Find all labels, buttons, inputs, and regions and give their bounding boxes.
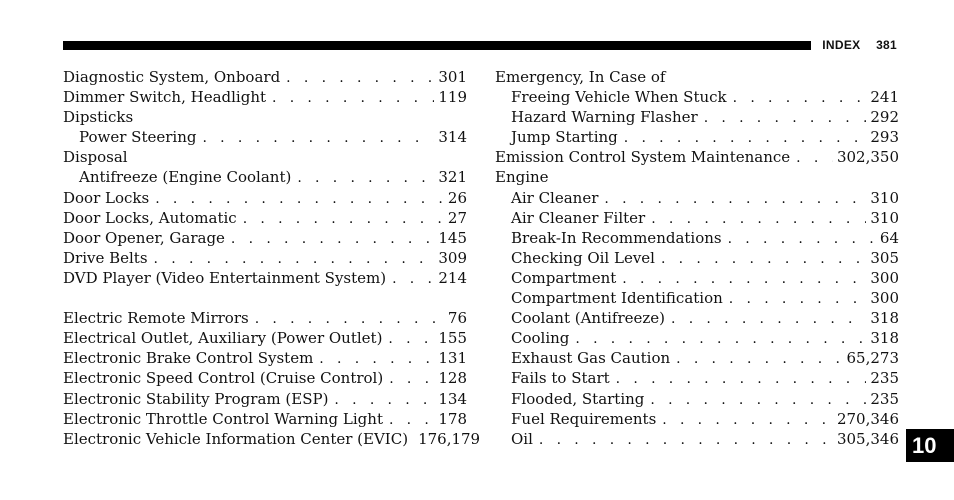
entry-pages: 318 bbox=[870, 329, 899, 348]
chapter-tab: 10 bbox=[906, 429, 954, 462]
index-entry bbox=[63, 188, 467, 208]
entry-pages: 314 bbox=[438, 128, 467, 147]
entry-pages: 310 bbox=[870, 188, 899, 207]
dot-leader bbox=[334, 390, 434, 410]
index-heading bbox=[63, 107, 467, 127]
index-subentry bbox=[63, 127, 467, 147]
index-heading bbox=[495, 167, 899, 187]
dot-leader bbox=[662, 410, 833, 430]
index-subentry bbox=[495, 87, 899, 107]
index-heading bbox=[495, 67, 899, 87]
index-column-left bbox=[63, 67, 481, 449]
section-title: INDEX bbox=[822, 38, 861, 52]
dot-leader bbox=[231, 229, 434, 249]
index-entry bbox=[495, 147, 899, 167]
index-subentry bbox=[495, 308, 899, 328]
entry-label: Checking Oil Level bbox=[511, 248, 655, 267]
dot-leader bbox=[202, 128, 434, 148]
index-entry bbox=[63, 87, 467, 107]
entry-label: Door Opener, Garage bbox=[63, 228, 225, 247]
index-entry bbox=[63, 348, 467, 368]
index-heading bbox=[63, 147, 467, 167]
entry-pages: 131 bbox=[438, 349, 467, 368]
dot-leader bbox=[733, 88, 867, 108]
dot-leader bbox=[575, 329, 866, 349]
dot-leader bbox=[243, 209, 444, 229]
entry-label: Jump Starting bbox=[511, 128, 618, 147]
entry-pages: 65,273 bbox=[846, 349, 899, 368]
entry-pages: 119 bbox=[438, 88, 467, 107]
entry-label: Break-In Recommendations bbox=[511, 228, 722, 247]
index-entry bbox=[63, 208, 467, 228]
header-rule bbox=[63, 41, 811, 50]
dot-leader bbox=[154, 249, 435, 269]
entry-pages: 305 bbox=[870, 248, 899, 267]
index-subentry bbox=[495, 228, 899, 248]
dot-leader bbox=[616, 369, 867, 389]
entry-pages: 27 bbox=[447, 208, 467, 227]
entry-label: Coolant (Antifreeze) bbox=[511, 309, 666, 328]
index-subentry bbox=[495, 368, 899, 388]
dot-leader bbox=[604, 189, 866, 209]
index-entry bbox=[63, 368, 467, 388]
entry-label: Air Cleaner Filter bbox=[511, 208, 646, 227]
entry-pages: 309 bbox=[438, 248, 467, 267]
entry-pages: 302,350 bbox=[836, 148, 899, 167]
dot-leader bbox=[389, 410, 434, 430]
entry-label: Door Locks bbox=[63, 188, 150, 207]
dot-leader bbox=[389, 369, 434, 389]
dot-leader bbox=[622, 269, 866, 289]
index-subentry bbox=[495, 389, 899, 409]
entry-pages: 321 bbox=[438, 168, 467, 187]
entry-label: Electronic Vehicle Information Center (EVIC) bbox=[63, 429, 409, 448]
entry-pages: 178 bbox=[438, 409, 467, 428]
entry-pages: 128 bbox=[438, 369, 467, 388]
entry-pages: 235 bbox=[870, 389, 899, 408]
entry-label: Electronic Brake Control System bbox=[63, 349, 314, 368]
entry-pages: 235 bbox=[870, 369, 899, 388]
dot-leader bbox=[255, 309, 444, 329]
entry-label: DVD Player (Video Entertainment System) bbox=[63, 268, 387, 287]
index-entry bbox=[63, 389, 467, 409]
entry-pages: 318 bbox=[870, 309, 899, 328]
entry-label: Dipsticks bbox=[63, 108, 134, 127]
index-entry bbox=[63, 308, 467, 328]
entry-label: Flooded, Starting bbox=[511, 389, 645, 408]
entry-label: Emission Control System Maintenance bbox=[495, 148, 791, 167]
entry-pages: 241 bbox=[870, 88, 899, 107]
index-entry bbox=[63, 268, 467, 288]
dot-leader bbox=[796, 148, 833, 168]
entry-pages: 64 bbox=[879, 228, 899, 247]
dot-leader bbox=[624, 128, 867, 148]
dot-leader bbox=[661, 249, 866, 269]
entry-label: Fuel Requirements bbox=[511, 409, 657, 428]
index-subentry bbox=[495, 348, 899, 368]
dot-leader bbox=[651, 209, 866, 229]
index-entry bbox=[63, 67, 467, 87]
entry-pages: 26 bbox=[447, 188, 467, 207]
entry-label: Hazard Warning Flasher bbox=[511, 108, 698, 127]
dot-leader bbox=[297, 168, 434, 188]
entry-label: Disposal bbox=[63, 148, 128, 167]
index-subentry bbox=[495, 208, 899, 228]
entry-pages: 292 bbox=[870, 108, 899, 127]
entry-label: Door Locks, Automatic bbox=[63, 208, 237, 227]
entry-label: Electronic Speed Control (Cruise Control) bbox=[63, 369, 384, 388]
dot-leader bbox=[319, 349, 434, 369]
entry-label: Exhaust Gas Caution bbox=[511, 349, 671, 368]
index-subentry bbox=[495, 409, 899, 429]
index-subentry bbox=[495, 429, 899, 449]
entry-pages: 300 bbox=[870, 289, 899, 308]
entry-pages: 145 bbox=[438, 228, 467, 247]
dot-leader bbox=[155, 189, 444, 209]
entry-label: Drive Belts bbox=[63, 248, 148, 267]
page-header bbox=[822, 38, 897, 52]
dot-leader bbox=[388, 329, 434, 349]
entry-label: Electronic Throttle Control Warning Light bbox=[63, 409, 383, 428]
entry-label: Antifreeze (Engine Coolant) bbox=[79, 168, 292, 187]
dot-leader bbox=[671, 309, 866, 329]
dot-leader bbox=[704, 108, 867, 128]
entry-label: Electronic Stability Program (ESP) bbox=[63, 389, 329, 408]
index-entry bbox=[63, 248, 467, 268]
index-subentry bbox=[495, 127, 899, 147]
index-entry bbox=[63, 409, 467, 429]
dot-leader bbox=[676, 349, 842, 369]
entry-pages: 310 bbox=[870, 208, 899, 227]
dot-leader bbox=[729, 289, 867, 309]
entry-pages: 301 bbox=[438, 68, 467, 86]
dot-leader bbox=[650, 390, 866, 410]
entry-label: Electrical Outlet, Auxiliary (Power Outlet) bbox=[63, 329, 383, 348]
index-entry bbox=[63, 228, 467, 248]
entry-pages: 176,179 bbox=[418, 429, 481, 448]
entry-label: Diagnostic System, Onboard bbox=[63, 68, 281, 86]
entry-pages: 155 bbox=[438, 329, 467, 348]
page-number: 381 bbox=[876, 38, 897, 52]
entry-label: Compartment Identification bbox=[511, 289, 723, 308]
entry-label: Power Steering bbox=[79, 128, 197, 147]
entry-pages: 300 bbox=[870, 268, 899, 287]
entry-pages: 214 bbox=[438, 268, 467, 287]
dot-leader bbox=[272, 88, 434, 108]
entry-pages: 270,346 bbox=[836, 409, 899, 428]
index-subentry bbox=[63, 167, 467, 187]
index-subentry bbox=[495, 107, 899, 127]
dot-leader bbox=[286, 68, 434, 88]
entry-label: Cooling bbox=[511, 329, 570, 348]
index-subentry bbox=[495, 288, 899, 308]
entry-pages: 76 bbox=[447, 309, 467, 328]
entry-pages: 293 bbox=[870, 128, 899, 147]
dot-leader bbox=[539, 430, 833, 450]
index-subentry bbox=[495, 188, 899, 208]
dot-leader bbox=[728, 229, 876, 249]
entry-label: Fails to Start bbox=[511, 369, 610, 388]
entry-label: Air Cleaner bbox=[511, 188, 599, 207]
entry-label: Oil bbox=[511, 429, 533, 448]
index-spacer bbox=[63, 288, 467, 308]
entry-pages: 305,346 bbox=[836, 429, 899, 448]
entry-label: Dimmer Switch, Headlight bbox=[63, 88, 267, 107]
entry-label: Compartment bbox=[511, 268, 617, 287]
entry-label: Electric Remote Mirrors bbox=[63, 309, 249, 328]
entry-label: Freeing Vehicle When Stuck bbox=[511, 88, 727, 107]
index-entry bbox=[63, 429, 481, 449]
entry-label: Emergency, In Case of bbox=[495, 68, 666, 86]
entry-pages: 134 bbox=[438, 389, 467, 408]
dot-leader bbox=[392, 269, 434, 289]
entry-label: Engine bbox=[495, 168, 549, 187]
index-subentry bbox=[495, 328, 899, 348]
index-column-right bbox=[495, 67, 899, 449]
index-subentry bbox=[495, 268, 899, 288]
index-subentry bbox=[495, 248, 899, 268]
index-entry bbox=[63, 328, 467, 348]
